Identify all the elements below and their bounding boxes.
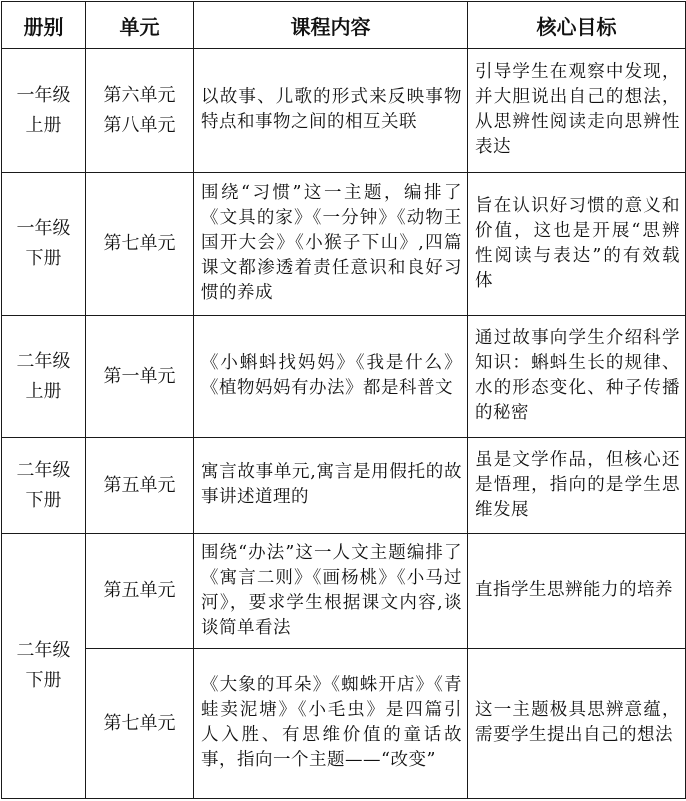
content-cell: 寓言故事单元,寓言是用假托的故事讲述道理的: [194, 438, 468, 534]
content-cell: 以故事、儿歌的形式来反映事物特点和事物之间的相互关联: [194, 49, 468, 173]
volume-grade: 一年级: [16, 218, 71, 239]
goal-cell: 直指学生思辨能力的培养: [468, 534, 686, 649]
volume-term: 上册: [25, 380, 62, 402]
header-volume: 册别: [2, 2, 86, 49]
volume-grade: 二年级: [16, 350, 71, 372]
volume-term: 上册: [25, 114, 62, 136]
goal-cell: 这一主题极具思辨意蕴，需要学生提出自己的想法: [468, 649, 686, 799]
content-cell: 围绕“办法”这一人文主题编排了《寓言二则》《画杨桃》《小马过河》，要求学生根据课文内容,谈谈简单看法: [194, 534, 468, 649]
volume-cell: [2, 49, 86, 173]
unit-name: 第一单元: [103, 365, 176, 387]
table-row: [2, 438, 686, 534]
table-row: [2, 173, 686, 316]
unit-cell: [86, 173, 194, 316]
volume-grade: 一年级: [16, 84, 71, 106]
unit-name: 第五单元: [103, 580, 176, 601]
table-row: [2, 316, 686, 438]
unit-name: 第七单元: [103, 712, 176, 734]
unit-name: 第六单元: [103, 84, 176, 106]
header-goal: 核心目标: [468, 2, 686, 49]
goal-cell: 引导学生在观察中发现，并大胆说出自己的想法，从思辨性阅读走向思辨性表达: [468, 49, 686, 173]
table-row: [2, 534, 686, 649]
content-cell: 《大象的耳朵》《蜘蛛开店》《青蛙卖泥塘》《小毛虫》是四篇引人入胜、有思维价值的童话故事，指向一个主题——“改变”: [194, 649, 468, 799]
unit-cell: [86, 49, 194, 173]
unit-cell: [86, 438, 194, 534]
volume-grade: 二年级: [16, 459, 71, 481]
volume-term: 下册: [25, 248, 62, 269]
table-row: [2, 649, 686, 799]
header-unit: 单元: [86, 2, 194, 49]
content-cell: 围绕“习惯”这一主题，编排了《文具的家》《一分钟》《动物王国开大会》《小猴子下山》,四篇课文都渗透着责任意识和良好习惯的养成: [194, 173, 468, 316]
goal-cell: 虽是文学作品，但核心还是悟理，指向的是学生思维发展: [468, 438, 686, 534]
volume-cell: [2, 173, 86, 316]
volume-term: 下册: [25, 670, 62, 691]
curriculum-table: [1, 1, 686, 799]
volume-cell: [2, 534, 86, 799]
volume-grade: 二年级: [16, 640, 71, 661]
goal-cell: 旨在认识好习惯的意义和价值，这也是开展“思辨性阅读与表达”的有效载体: [468, 173, 686, 316]
unit-cell: [86, 649, 194, 799]
unit-name: 第八单元: [103, 114, 176, 136]
volume-term: 下册: [25, 489, 62, 511]
volume-cell: [2, 438, 86, 534]
header-row: [2, 2, 686, 49]
unit-cell: [86, 534, 194, 649]
unit-name: 第七单元: [103, 233, 176, 254]
unit-name: 第五单元: [103, 474, 176, 496]
table-row: [2, 49, 686, 173]
volume-cell: [2, 316, 86, 438]
goal-cell: 通过故事向学生介绍科学知识：蝌蚪生长的规律、水的形态变化、种子传播的秘密: [468, 316, 686, 438]
content-cell: 《小蝌蚪找妈妈》《我是什么》《植物妈妈有办法》都是科普文: [194, 316, 468, 438]
header-content: 课程内容: [194, 2, 468, 49]
unit-cell: [86, 316, 194, 438]
